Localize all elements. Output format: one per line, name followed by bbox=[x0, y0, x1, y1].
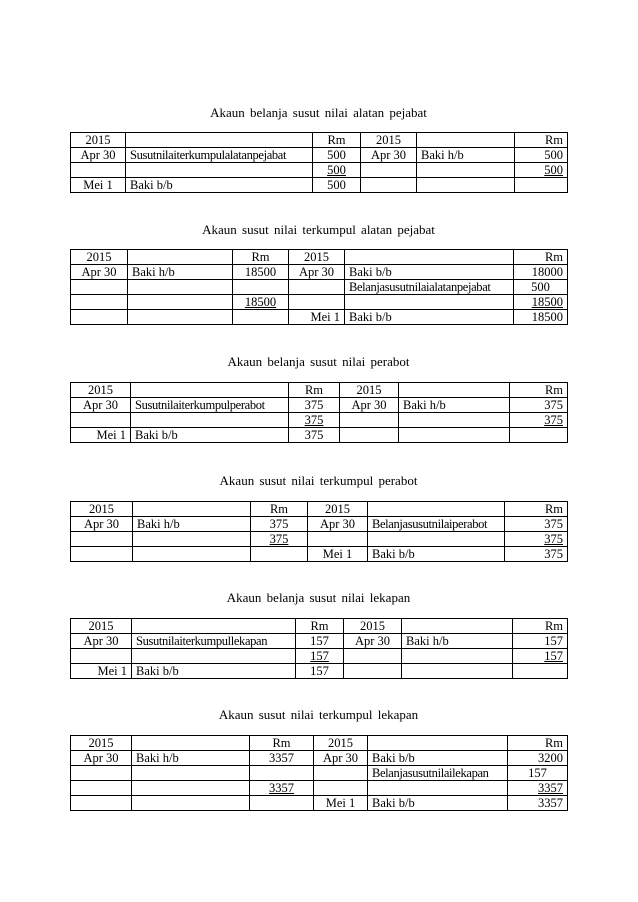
date-cell: 2015 bbox=[71, 133, 126, 148]
total-cell: 18500 bbox=[233, 295, 289, 310]
description-cell bbox=[368, 781, 508, 796]
description-cell bbox=[402, 649, 513, 664]
amount-cell: 500 bbox=[313, 178, 361, 193]
amount-cell: 500 bbox=[515, 148, 568, 163]
ledger-table bbox=[70, 501, 568, 562]
date-cell bbox=[340, 428, 399, 443]
date-cell: Mei 1 bbox=[289, 310, 345, 325]
amount-cell bbox=[233, 310, 289, 325]
amount-cell: 157 bbox=[296, 664, 344, 679]
table-row bbox=[71, 383, 568, 398]
table-row bbox=[71, 649, 568, 664]
amount-cell bbox=[513, 664, 568, 679]
description-cell: Baki h/b bbox=[399, 398, 510, 413]
table-row bbox=[71, 751, 568, 766]
description-cell bbox=[131, 383, 289, 398]
table-row bbox=[71, 502, 568, 517]
description-cell: Susutnilaiterkumpullekapan bbox=[132, 634, 296, 649]
amount-cell: Rm bbox=[250, 736, 314, 751]
date-cell bbox=[71, 781, 132, 796]
amount-cell: Rm bbox=[513, 619, 568, 634]
description-cell bbox=[402, 619, 513, 634]
description-cell: Baki b/b bbox=[132, 664, 296, 679]
amount-cell: 18000 bbox=[514, 265, 568, 280]
amount-cell: Rm bbox=[515, 133, 568, 148]
amount-cell: 375 bbox=[289, 398, 340, 413]
description-cell bbox=[417, 133, 515, 148]
table-row bbox=[71, 796, 568, 811]
total-cell: 3357 bbox=[508, 781, 568, 796]
date-cell: Mei 1 bbox=[71, 428, 131, 443]
table-row bbox=[71, 398, 568, 413]
description-cell bbox=[417, 163, 515, 178]
date-cell bbox=[71, 310, 128, 325]
date-cell: 2015 bbox=[289, 250, 345, 265]
date-cell bbox=[71, 280, 128, 295]
date-cell: 2015 bbox=[71, 502, 133, 517]
date-cell: Apr 30 bbox=[344, 634, 402, 649]
account-1 bbox=[70, 105, 567, 192]
account-title: Akaun susut nilai terkumpul lekapan bbox=[218, 707, 419, 722]
table-row bbox=[71, 280, 568, 295]
amount-cell: Rm bbox=[514, 250, 568, 265]
amount-cell: 3357 bbox=[508, 796, 568, 811]
date-cell bbox=[314, 766, 368, 781]
table-row bbox=[71, 148, 568, 163]
description-cell: Susutnilaiterkumpulperabot bbox=[131, 398, 289, 413]
account-5 bbox=[70, 590, 567, 678]
ledger-table bbox=[70, 382, 568, 443]
description-cell bbox=[417, 178, 515, 193]
description-cell bbox=[345, 295, 514, 310]
total-cell: 375 bbox=[289, 413, 340, 428]
description-cell: Baki h/b bbox=[133, 517, 251, 532]
account-title: Akaun susut nilai terkumpul perabot bbox=[219, 473, 418, 488]
description-cell bbox=[399, 413, 510, 428]
date-cell: Mei 1 bbox=[71, 178, 126, 193]
description-cell bbox=[368, 502, 505, 517]
date-cell: Apr 30 bbox=[314, 751, 368, 766]
description-cell bbox=[132, 796, 250, 811]
date-cell: Apr 30 bbox=[71, 148, 126, 163]
description-cell bbox=[126, 163, 313, 178]
total-cell: 157 bbox=[296, 649, 344, 664]
description-cell bbox=[128, 280, 233, 295]
description-cell bbox=[128, 295, 233, 310]
description-cell bbox=[126, 133, 313, 148]
description-cell: Belanjasusutnilailekapan bbox=[368, 766, 508, 781]
date-cell: 2015 bbox=[71, 383, 131, 398]
description-cell bbox=[402, 664, 513, 679]
amount-cell: Rm bbox=[289, 383, 340, 398]
amount-cell bbox=[250, 796, 314, 811]
table-row bbox=[71, 310, 568, 325]
date-cell: Mei 1 bbox=[308, 547, 368, 562]
date-cell bbox=[71, 547, 133, 562]
amount-cell: 157 bbox=[508, 766, 568, 781]
description-cell bbox=[399, 383, 510, 398]
description-cell: Baki h/b bbox=[402, 634, 513, 649]
description-cell: Susutnilaiterkumpulalatanpejabat bbox=[126, 148, 313, 163]
table-row bbox=[71, 619, 568, 634]
date-cell bbox=[308, 532, 368, 547]
table-row bbox=[71, 133, 568, 148]
description-cell bbox=[128, 250, 233, 265]
date-cell: Apr 30 bbox=[340, 398, 399, 413]
date-cell: Apr 30 bbox=[71, 398, 131, 413]
description-cell: Baki h/b bbox=[132, 751, 250, 766]
table-row bbox=[71, 295, 568, 310]
description-cell: Baki b/b bbox=[126, 178, 313, 193]
description-cell bbox=[345, 250, 514, 265]
description-cell: Baki b/b bbox=[345, 265, 514, 280]
date-cell: 2015 bbox=[361, 133, 417, 148]
account-2 bbox=[70, 222, 567, 324]
amount-cell: 375 bbox=[510, 398, 568, 413]
ledger-table bbox=[70, 249, 568, 325]
ledger-table bbox=[70, 132, 568, 193]
date-cell bbox=[361, 178, 417, 193]
table-row bbox=[71, 634, 568, 649]
description-cell: Belanjasusutnilaialatanpejabat bbox=[345, 280, 514, 295]
date-cell bbox=[344, 664, 402, 679]
amount-cell: 500 bbox=[313, 148, 361, 163]
table-row bbox=[71, 664, 568, 679]
table-row bbox=[71, 428, 568, 443]
amount-cell: 375 bbox=[505, 517, 568, 532]
amount-cell: Rm bbox=[251, 502, 308, 517]
amount-cell bbox=[510, 428, 568, 443]
account-6 bbox=[70, 707, 567, 810]
date-cell: Apr 30 bbox=[71, 634, 132, 649]
date-cell: Apr 30 bbox=[71, 265, 128, 280]
description-cell bbox=[132, 766, 250, 781]
date-cell bbox=[289, 295, 345, 310]
date-cell: Apr 30 bbox=[361, 148, 417, 163]
amount-cell bbox=[251, 547, 308, 562]
description-cell: Belanjasusutnilaiperabot bbox=[368, 517, 505, 532]
description-cell bbox=[132, 619, 296, 634]
ledger-table bbox=[70, 618, 568, 679]
amount-cell bbox=[250, 766, 314, 781]
amount-cell: 157 bbox=[296, 634, 344, 649]
account-title: Akaun belanja susut nilai lekapan bbox=[226, 590, 411, 605]
date-cell bbox=[71, 766, 132, 781]
table-row bbox=[71, 517, 568, 532]
description-cell bbox=[132, 781, 250, 796]
table-row bbox=[71, 163, 568, 178]
date-cell bbox=[71, 796, 132, 811]
table-row bbox=[71, 547, 568, 562]
date-cell bbox=[71, 163, 126, 178]
description-cell: Baki h/b bbox=[128, 265, 233, 280]
table-row bbox=[71, 265, 568, 280]
table-row bbox=[71, 532, 568, 547]
description-cell: Baki b/b bbox=[368, 547, 505, 562]
description-cell bbox=[132, 649, 296, 664]
amount-cell: Rm bbox=[505, 502, 568, 517]
date-cell bbox=[289, 280, 345, 295]
date-cell bbox=[344, 649, 402, 664]
amount-cell: 3357 bbox=[250, 751, 314, 766]
description-cell bbox=[133, 532, 251, 547]
description-cell bbox=[133, 502, 251, 517]
amount-cell: 3200 bbox=[508, 751, 568, 766]
date-cell: Mei 1 bbox=[314, 796, 368, 811]
table-row bbox=[71, 736, 568, 751]
total-cell: 375 bbox=[251, 532, 308, 547]
amount-cell bbox=[515, 178, 568, 193]
date-cell bbox=[71, 532, 133, 547]
date-cell bbox=[361, 163, 417, 178]
table-row bbox=[71, 250, 568, 265]
total-cell: 500 bbox=[313, 163, 361, 178]
date-cell: Apr 30 bbox=[71, 751, 132, 766]
description-cell bbox=[368, 532, 505, 547]
amount-cell: Rm bbox=[508, 736, 568, 751]
table-row bbox=[71, 781, 568, 796]
total-cell: 18500 bbox=[514, 295, 568, 310]
date-cell: 2015 bbox=[340, 383, 399, 398]
total-cell: 157 bbox=[513, 649, 568, 664]
amount-cell: 500 bbox=[514, 280, 568, 295]
amount-cell bbox=[233, 280, 289, 295]
date-cell bbox=[340, 413, 399, 428]
date-cell: 2015 bbox=[71, 619, 132, 634]
description-cell bbox=[131, 413, 289, 428]
date-cell: Apr 30 bbox=[71, 517, 133, 532]
date-cell: Mei 1 bbox=[71, 664, 132, 679]
date-cell: Apr 30 bbox=[308, 517, 368, 532]
total-cell: 375 bbox=[505, 532, 568, 547]
amount-cell: Rm bbox=[296, 619, 344, 634]
description-cell bbox=[399, 428, 510, 443]
date-cell bbox=[314, 781, 368, 796]
description-cell: Baki b/b bbox=[345, 310, 514, 325]
account-4 bbox=[70, 473, 567, 561]
account-title: Akaun belanja susut nilai perabot bbox=[227, 354, 410, 369]
total-cell: 3357 bbox=[250, 781, 314, 796]
description-cell bbox=[128, 310, 233, 325]
total-cell: 500 bbox=[515, 163, 568, 178]
ledger-table bbox=[70, 735, 568, 811]
date-cell bbox=[71, 295, 128, 310]
amount-cell: Rm bbox=[233, 250, 289, 265]
amount-cell: 375 bbox=[505, 547, 568, 562]
description-cell: Baki b/b bbox=[368, 796, 508, 811]
table-row bbox=[71, 413, 568, 428]
date-cell: 2015 bbox=[344, 619, 402, 634]
account-title: Akaun susut nilai terkumpul alatan pejabat bbox=[202, 222, 435, 237]
total-cell: 375 bbox=[510, 413, 568, 428]
account-3 bbox=[70, 354, 567, 442]
date-cell: Apr 30 bbox=[289, 265, 345, 280]
description-cell bbox=[368, 736, 508, 751]
amount-cell: 18500 bbox=[514, 310, 568, 325]
amount-cell: 375 bbox=[251, 517, 308, 532]
account-title: Akaun belanja susut nilai alatan pejabat bbox=[210, 105, 427, 120]
amount-cell: 157 bbox=[513, 634, 568, 649]
amount-cell: Rm bbox=[510, 383, 568, 398]
description-cell: Baki b/b bbox=[368, 751, 508, 766]
table-row bbox=[71, 178, 568, 193]
date-cell: 2015 bbox=[71, 250, 128, 265]
description-cell bbox=[132, 736, 250, 751]
date-cell bbox=[71, 649, 132, 664]
table-row bbox=[71, 766, 568, 781]
description-cell: Baki b/b bbox=[131, 428, 289, 443]
amount-cell: 375 bbox=[289, 428, 340, 443]
date-cell: 2015 bbox=[314, 736, 368, 751]
date-cell: 2015 bbox=[71, 736, 132, 751]
description-cell bbox=[133, 547, 251, 562]
date-cell: 2015 bbox=[308, 502, 368, 517]
description-cell: Baki h/b bbox=[417, 148, 515, 163]
amount-cell: Rm bbox=[313, 133, 361, 148]
date-cell bbox=[71, 413, 131, 428]
amount-cell: 18500 bbox=[233, 265, 289, 280]
